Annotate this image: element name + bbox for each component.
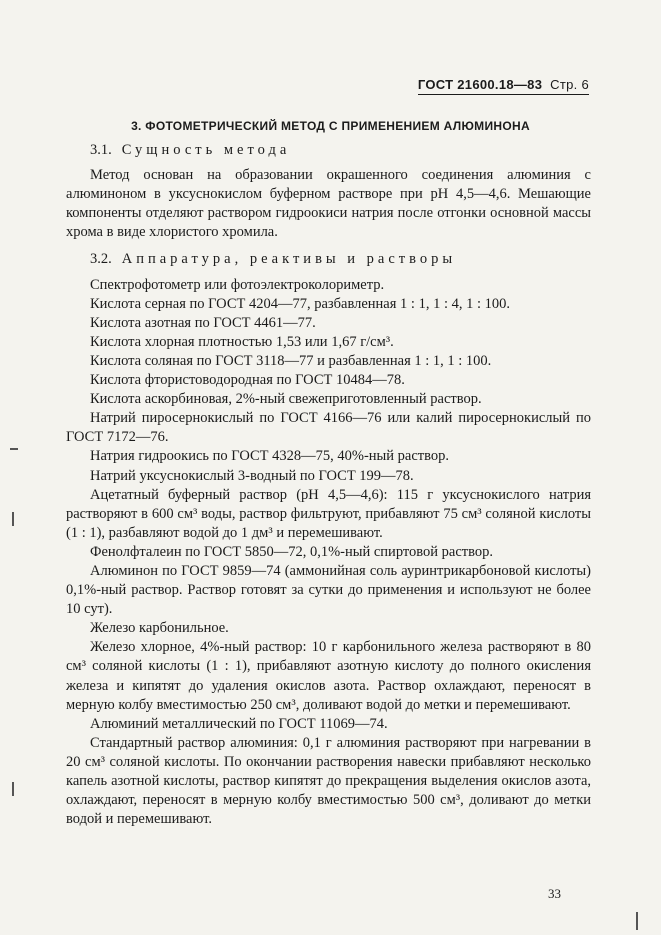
scan-mark <box>10 448 18 450</box>
list-item: Натрия гидроокись по ГОСТ 4328—75, 40%-ный раствор. <box>90 448 449 465</box>
list-item: Кислота аскорбиновая, 2%-ный свежеприготовленный раствор. <box>90 391 482 408</box>
list-item: Стандартный раствор алюминия: 0,1 г алюминия растворяют при нагревании в 20 см³ соляной кислоты. По окончании растворения навески прибавляют несколько капель азотной кислоты, раствор кипятят до прекращения выделения окислов азота, охлаждают, переносят в мерную колбу вместимостью 500 см³, доливают до метки водой и перемешивают. <box>66 734 591 828</box>
list-item: Ацетатный буферный раствор (pH 4,5—4,6): 115 г уксуснокислого натрия растворяют в 600 см³ воды, раствор фильтруют, прибавляют 75 см³ соляной кислоты (1 : 1), разбавляют водой до 1 дм³ и перемешивают. <box>66 486 591 541</box>
list-item: Фенолфталеин по ГОСТ 5850—72, 0,1%-ный спиртовой раствор. <box>90 543 493 560</box>
page-number: 33 <box>548 886 561 901</box>
page-label: Стр. 6 <box>550 77 589 92</box>
body-text <box>66 141 591 829</box>
scan-mark <box>12 512 14 526</box>
subsection-number: 3.1. <box>90 142 112 158</box>
list-item: Кислота хлорная плотностью 1,53 или 1,67 г/см³. <box>90 333 394 350</box>
list-item: Железо карбонильное. <box>90 620 229 637</box>
list-item: Кислота азотная по ГОСТ 4461—77. <box>90 314 316 331</box>
list-item: Кислота серная по ГОСТ 4204—77, разбавленная 1 : 1, 1 : 4, 1 : 100. <box>90 295 510 312</box>
subsection-3-1-heading <box>90 141 591 160</box>
subsection-number: 3.2. <box>90 251 112 268</box>
list-item: Алюминий металлический по ГОСТ 11069—74. <box>90 715 388 732</box>
scan-mark <box>12 782 14 796</box>
list-item: Спектрофотометр или фотоэлектроколориметр. <box>90 276 385 293</box>
subsection-3-2-heading <box>90 250 591 269</box>
scan-mark <box>636 912 638 930</box>
section-title: 3. ФОТОМЕТРИЧЕСКИЙ МЕТОД С ПРИМЕНЕНИЕМ АЛЮМИНОНА <box>131 119 530 133</box>
subsection-title: Аппаратура, реактивы и растворы <box>121 251 457 268</box>
list-item: Натрий уксуснокислый 3-водный по ГОСТ 199—78. <box>90 467 414 484</box>
subsection-title: Сущность метода <box>121 142 291 158</box>
list-item: Алюминон по ГОСТ 9859—74 (аммонийная соль ауринтрикарбоновой кислоты) 0,1%-ный раствор. Раствор готовят за сутки до применения и используют не более 10 сут). <box>66 562 591 618</box>
list-item: Кислота фтористоводородная по ГОСТ 10484—78. <box>90 372 405 389</box>
list-item: Железо хлорное, 4%-ный раствор: 10 г карбонильного железа растворяют в 80 см³ соляной кислоты (1 : 1), прибавляют азотную кислоту до полного окисления железа и кипятят до удаления окислов азота. Раствор охлаждают, переносят в мерную колбу вместимостью 250 см³, доливают водой до метки и перемешивают. <box>66 639 591 713</box>
list-item: Кислота соляная по ГОСТ 3118—77 и разбавленная 1 : 1, 1 : 100. <box>90 352 492 369</box>
page-header <box>418 77 589 95</box>
list-item: Натрий пиросернокислый по ГОСТ 4166—76 или калий пиросернокислый по ГОСТ 7172—76. <box>66 410 591 446</box>
standard-number: ГОСТ 21600.18—83 <box>417 77 543 92</box>
essence-paragraph: Метод основан на образовании окрашенного соединения алюминия с алюминоном в уксуснокислом буферном растворе при pH 4,5—4,6. Мешающие компоненты отделяют раствором гидроокиси натрия после отгонки основной массы хрома в виде хлористого хромила. <box>66 167 591 241</box>
